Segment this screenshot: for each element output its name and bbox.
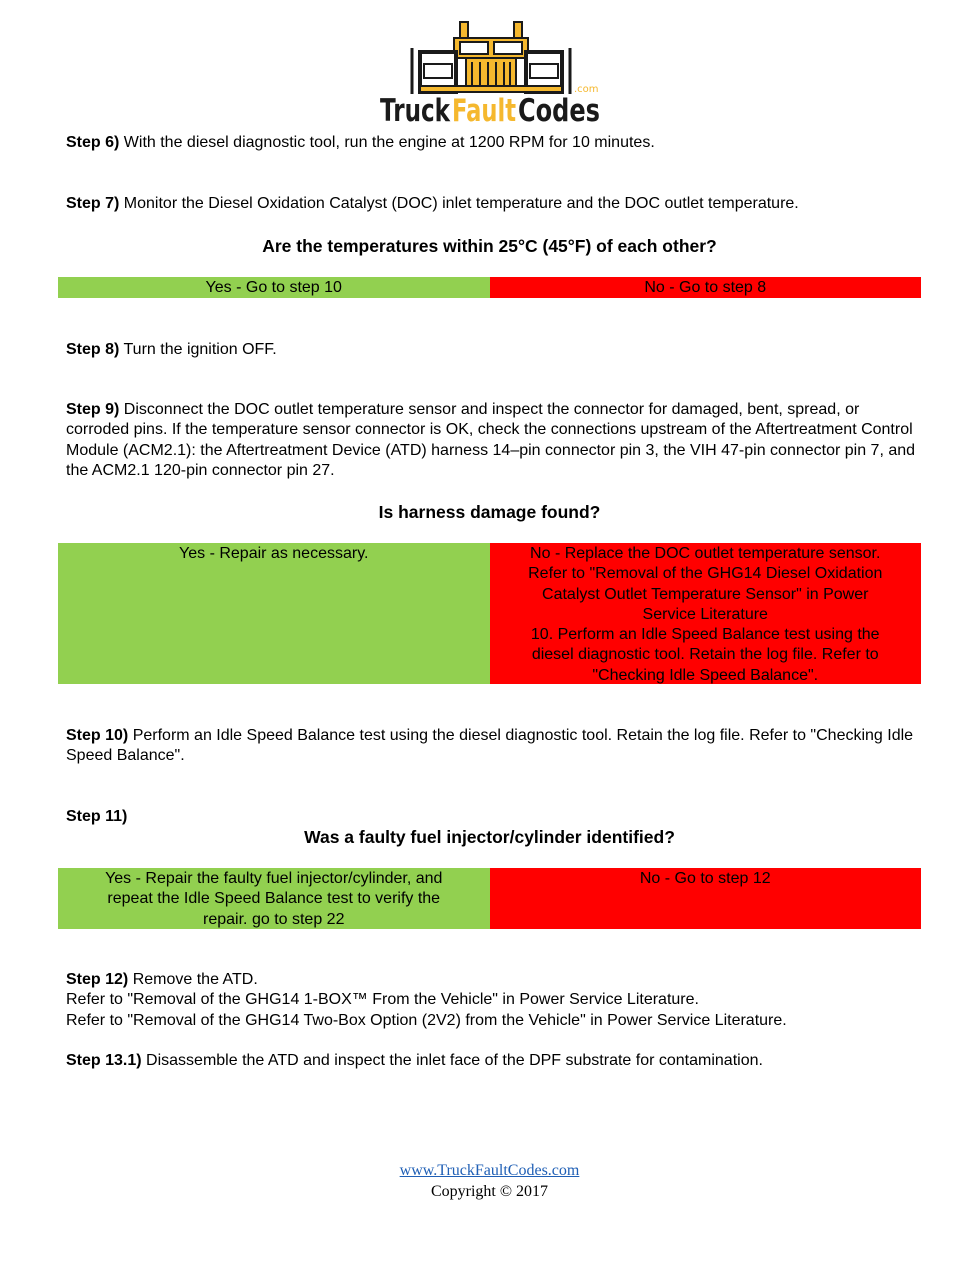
step-6 xyxy=(66,133,916,153)
question-harness-damage: Is harness damage found? xyxy=(378,502,601,522)
answer-no: No - Go to step 8 xyxy=(490,277,922,298)
footer xyxy=(0,1160,979,1202)
step-label: Step 7) xyxy=(66,195,120,212)
step-label: Step 8) xyxy=(66,341,120,358)
step-10 xyxy=(66,726,916,767)
answer-line: Catalyst Outlet Temperature Sensor" in Power xyxy=(542,585,869,603)
step-8 xyxy=(66,340,916,360)
step-12 xyxy=(66,970,916,1031)
step-label: Step 10) xyxy=(66,727,129,744)
step-text: Remove the ATD. xyxy=(128,971,258,988)
question-temperatures: Are the temperatures within 25°C (45°F) of each other? xyxy=(262,236,717,256)
svg-text:Truck: Truck xyxy=(380,93,452,129)
step-text: Disassemble the ATD and inspect the inlet face of the DPF substrate for contamination. xyxy=(141,1052,763,1069)
step-label: Step 9) xyxy=(66,401,120,418)
answer-line: No - Replace the DOC outlet temperature sensor. xyxy=(530,545,881,562)
copyright: Copyright © 2017 xyxy=(430,1183,549,1200)
step-9 xyxy=(66,400,916,481)
truck-logo-icon xyxy=(376,20,606,128)
answer-line: Refer to "Removal of the GHG14 Diesel Oxidation xyxy=(528,565,883,583)
question-faulty-injector: Was a faulty fuel injector/cylinder identified? xyxy=(304,827,675,847)
answer-row-1 xyxy=(58,277,921,298)
step-label: Step 11) xyxy=(66,808,128,825)
answer-line: repeat the Idle Speed Balance test to verify the xyxy=(107,890,441,908)
answer-line: Yes - Repair the faulty fuel injector/cylinder, and xyxy=(105,870,443,887)
answer-line: "Checking Idle Speed Balance". xyxy=(592,666,819,684)
answer-no: No - Go to step 12 xyxy=(490,868,922,929)
step-text: With the diesel diagnostic tool, run the engine at 1200 RPM for 10 minutes. xyxy=(119,134,655,151)
answer-yes: Yes - Go to step 10 xyxy=(58,277,490,298)
step-text: Monitor the Diesel Oxidation Catalyst (DOC) inlet temperature and the DOC outlet temperature. xyxy=(119,195,799,212)
step-text: Turn the ignition OFF. xyxy=(119,341,277,358)
answer-yes: Yes - Repair as necessary. xyxy=(58,543,490,684)
answer-line: 10. Perform an Idle Speed Balance test using the xyxy=(530,626,880,644)
answer-line: Service Literature xyxy=(642,605,768,623)
answer-no xyxy=(490,543,922,684)
step-11 xyxy=(66,807,916,827)
answer-row-3 xyxy=(58,868,921,929)
svg-text:.com: .com xyxy=(574,84,599,95)
answer-row-2 xyxy=(58,543,921,684)
truckfaultcodes-logo xyxy=(376,20,606,128)
step-text: Perform an Idle Speed Balance test using the diesel diagnostic tool. Retain the log file. Refer to "Checking Idle Speed Balance". xyxy=(66,727,914,765)
answer-line: repair. go to step 22 xyxy=(203,910,345,928)
step-text: Disconnect the DOC outlet temperature sensor and inspect the connector for damaged, bent, spread, or corroded pins. If the temperature sensor connector is OK, check the connections upstream of the Aftertreatment Control Module (ACM2.1): the Aftertreatment Device (ATD) harness 14–pin connector pin 3, the VIH 47-pin connector pin 7, and the ACM2.1 120-pin connector pin 27. xyxy=(66,401,916,479)
answer-yes xyxy=(58,868,490,929)
step-7 xyxy=(66,194,916,214)
answer-line: diesel diagnostic tool. Retain the log file. Refer to xyxy=(531,646,879,664)
step-text-line: Refer to "Removal of the GHG14 1-BOX™ From the Vehicle" in Power Service Literature. xyxy=(66,991,699,1009)
step-label: Step 12) xyxy=(66,971,129,988)
svg-text:Codes: Codes xyxy=(518,93,600,129)
step-13-1 xyxy=(66,1051,916,1071)
svg-text:Fault: Fault xyxy=(452,93,517,129)
step-label: Step 6) xyxy=(66,134,120,151)
step-label: Step 13.1) xyxy=(66,1052,142,1069)
website-link[interactable]: www.TruckFaultCodes.com xyxy=(399,1162,580,1179)
step-text-line: Refer to "Removal of the GHG14 Two-Box Option (2V2) from the Vehicle" in Power Service Literature. xyxy=(66,1011,787,1029)
